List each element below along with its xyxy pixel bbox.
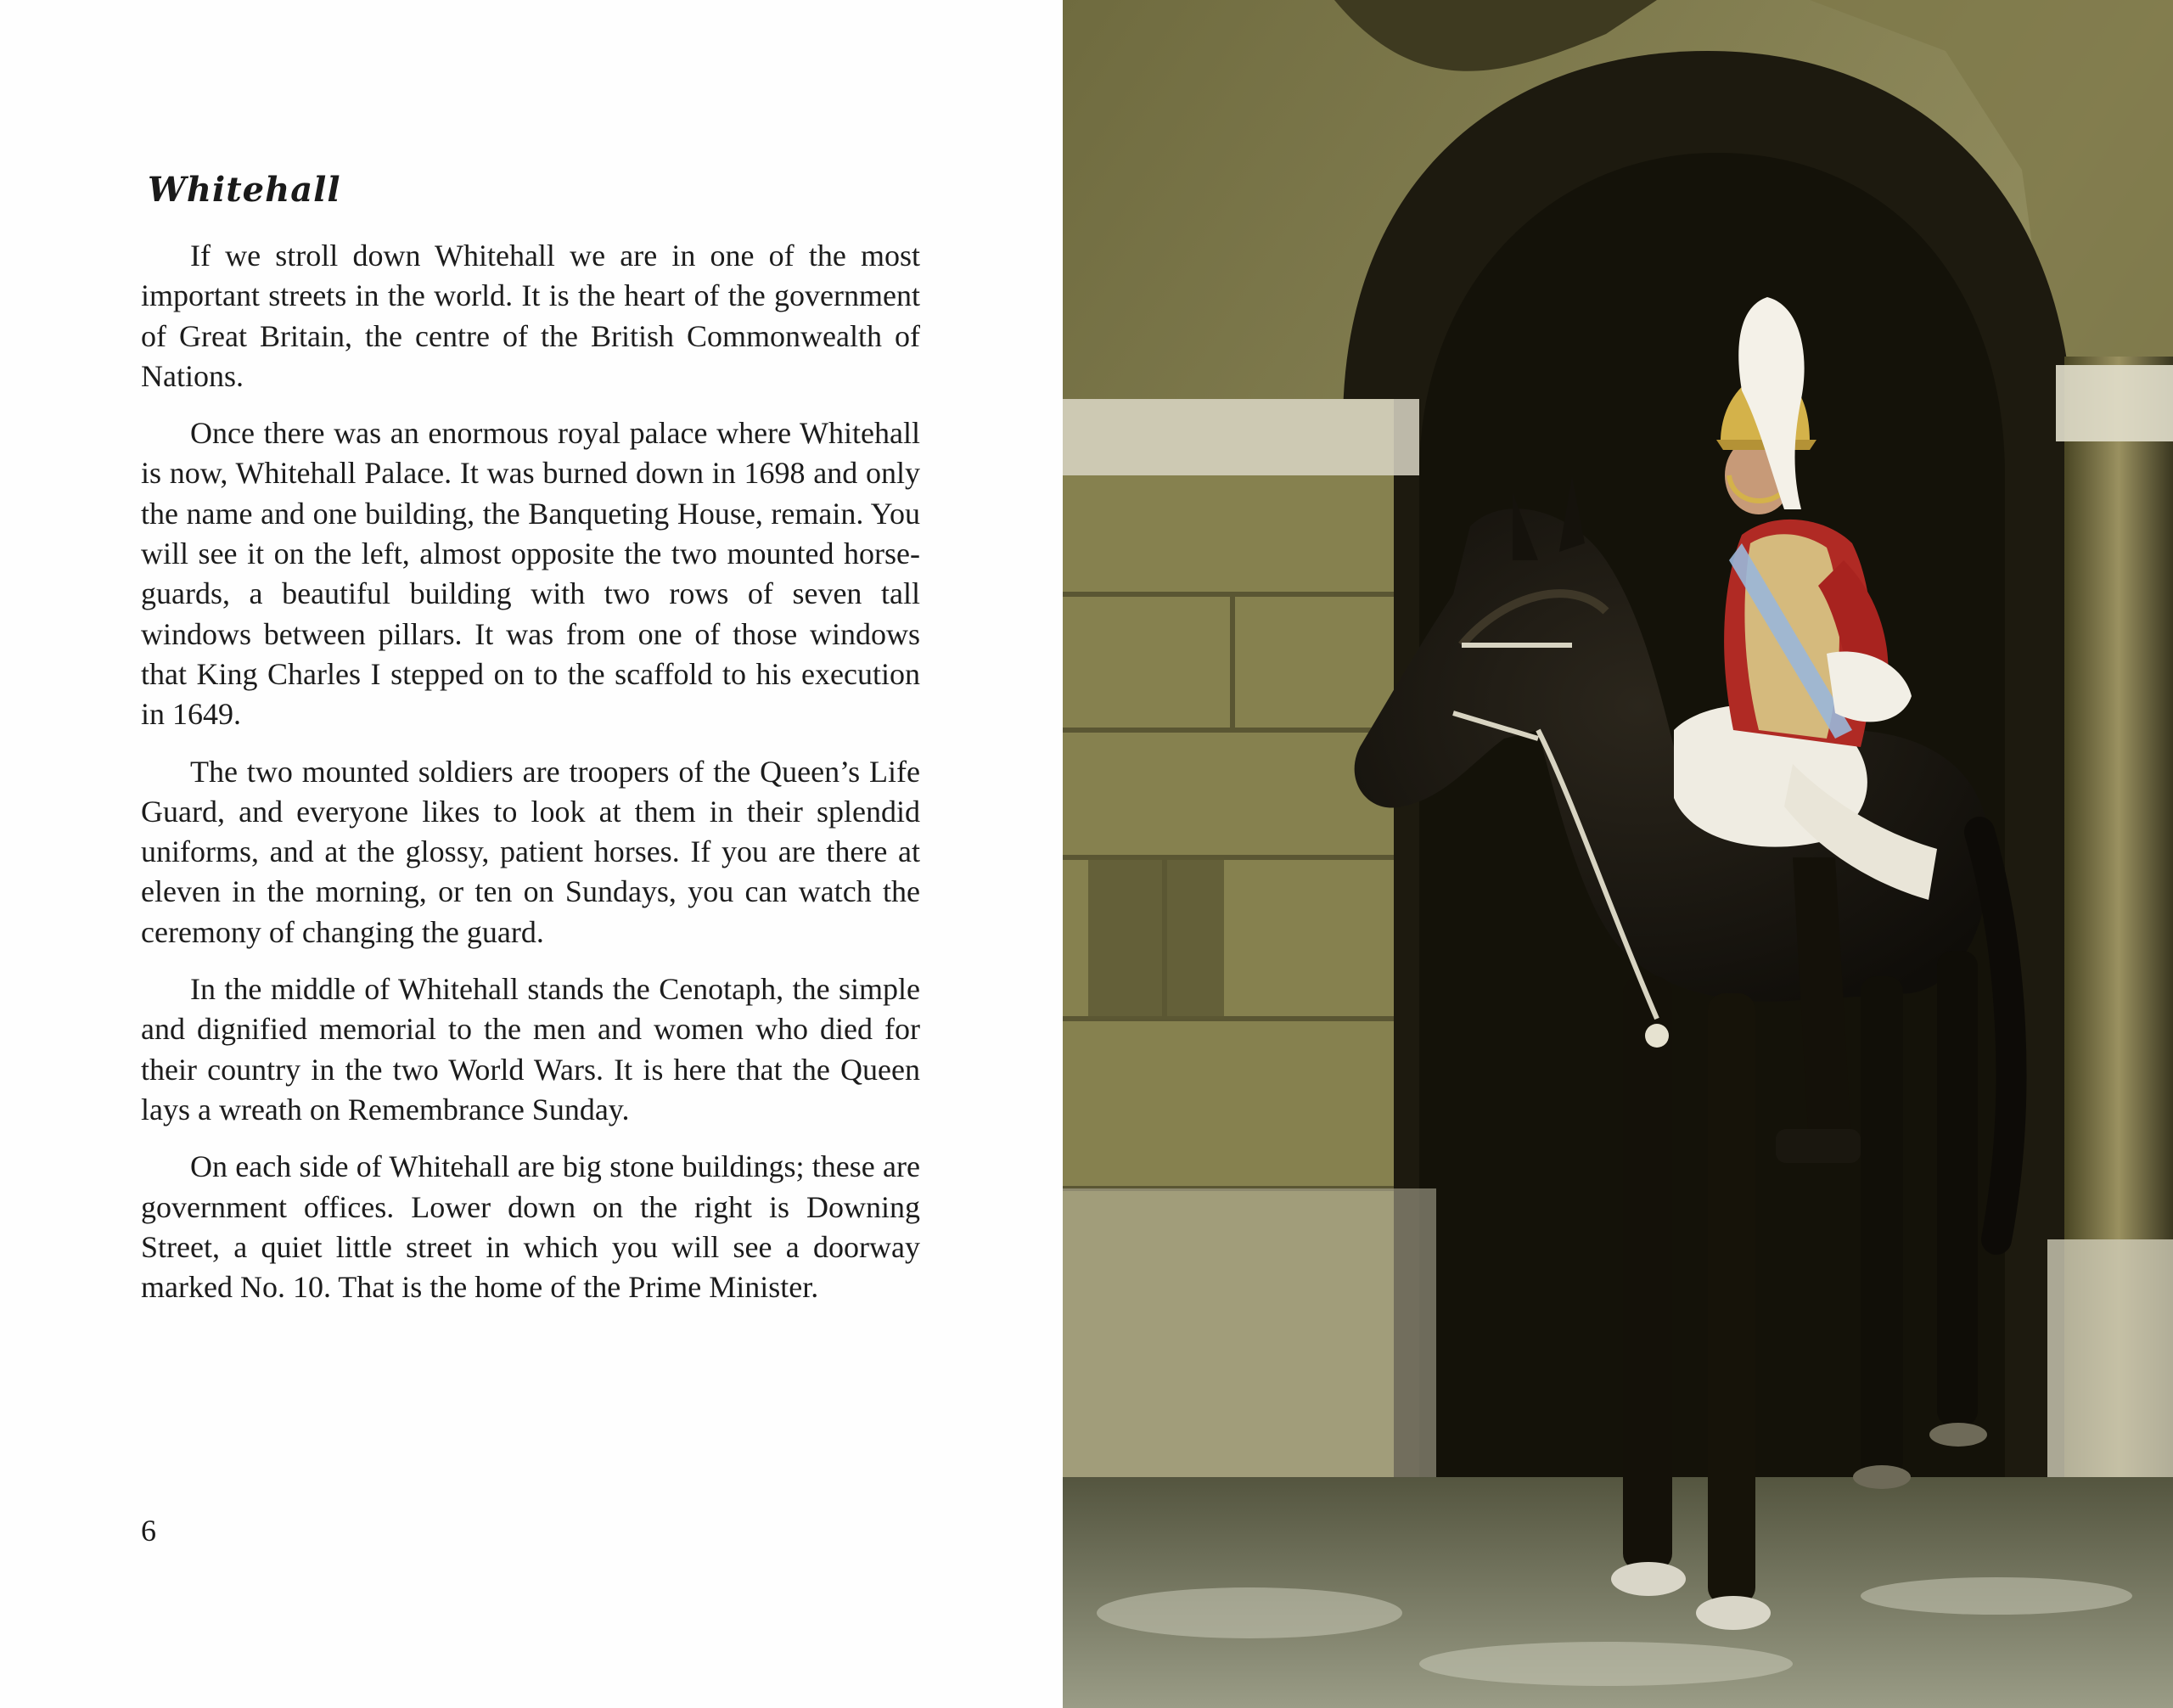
illustration-plate	[1063, 0, 2173, 1708]
page-heading: Whitehall	[148, 170, 341, 210]
paragraph-4: In the middle of Whitehall stands the Cenotaph, the simple and dignified memorial to the men and women who died for their country in the two World Wars. It is here that the Queen lays a wreath on Remembrance Sunday.	[141, 972, 920, 1126]
left-pier-capital	[1063, 399, 1419, 475]
page-number: 6	[141, 1514, 156, 1548]
body-text	[141, 236, 920, 1324]
right-pillar-capital	[2056, 365, 2173, 441]
left-page	[0, 0, 1063, 1708]
paragraph-3: The two mounted soldiers are troopers of the Queen’s Life Guard, and everyone likes to look at them in their splendid uniforms, and at the glossy, patient horses. If you are there at eleven in the morning, or ten on Sundays, you can watch the ceremony of changing the guard.	[141, 754, 920, 949]
recessed-block	[1088, 857, 1224, 1019]
paragraph-2: Once there was an enormous royal palace where Whitehall is now, Whitehall Palace. It was burned down in 1698 and only the name and one building, the Banqueting House, remain. You will see it on the left, almost opposite the two mounted horseguards, a beautiful building with two rows of seven tall windows between pillars. It was from one of those windows that King Charles I stepped on to the scaffold to his execution in 1649.	[141, 416, 920, 732]
paragraph-5: On each side of Whitehall are big stone buildings; these are government offices. Lower down on the right is Downing Street, a quiet little street in which you will see a doorway marked No. 10. That is the home of the Prime Minister.	[141, 1149, 920, 1305]
paragraph-1: If we stroll down Whitehall we are in one of the most important streets in the world. It is the heart of the government of Great Britain, the centre of the British Commonwealth of Nations.	[141, 239, 920, 393]
life-guardsman-painting	[1063, 0, 2173, 1708]
